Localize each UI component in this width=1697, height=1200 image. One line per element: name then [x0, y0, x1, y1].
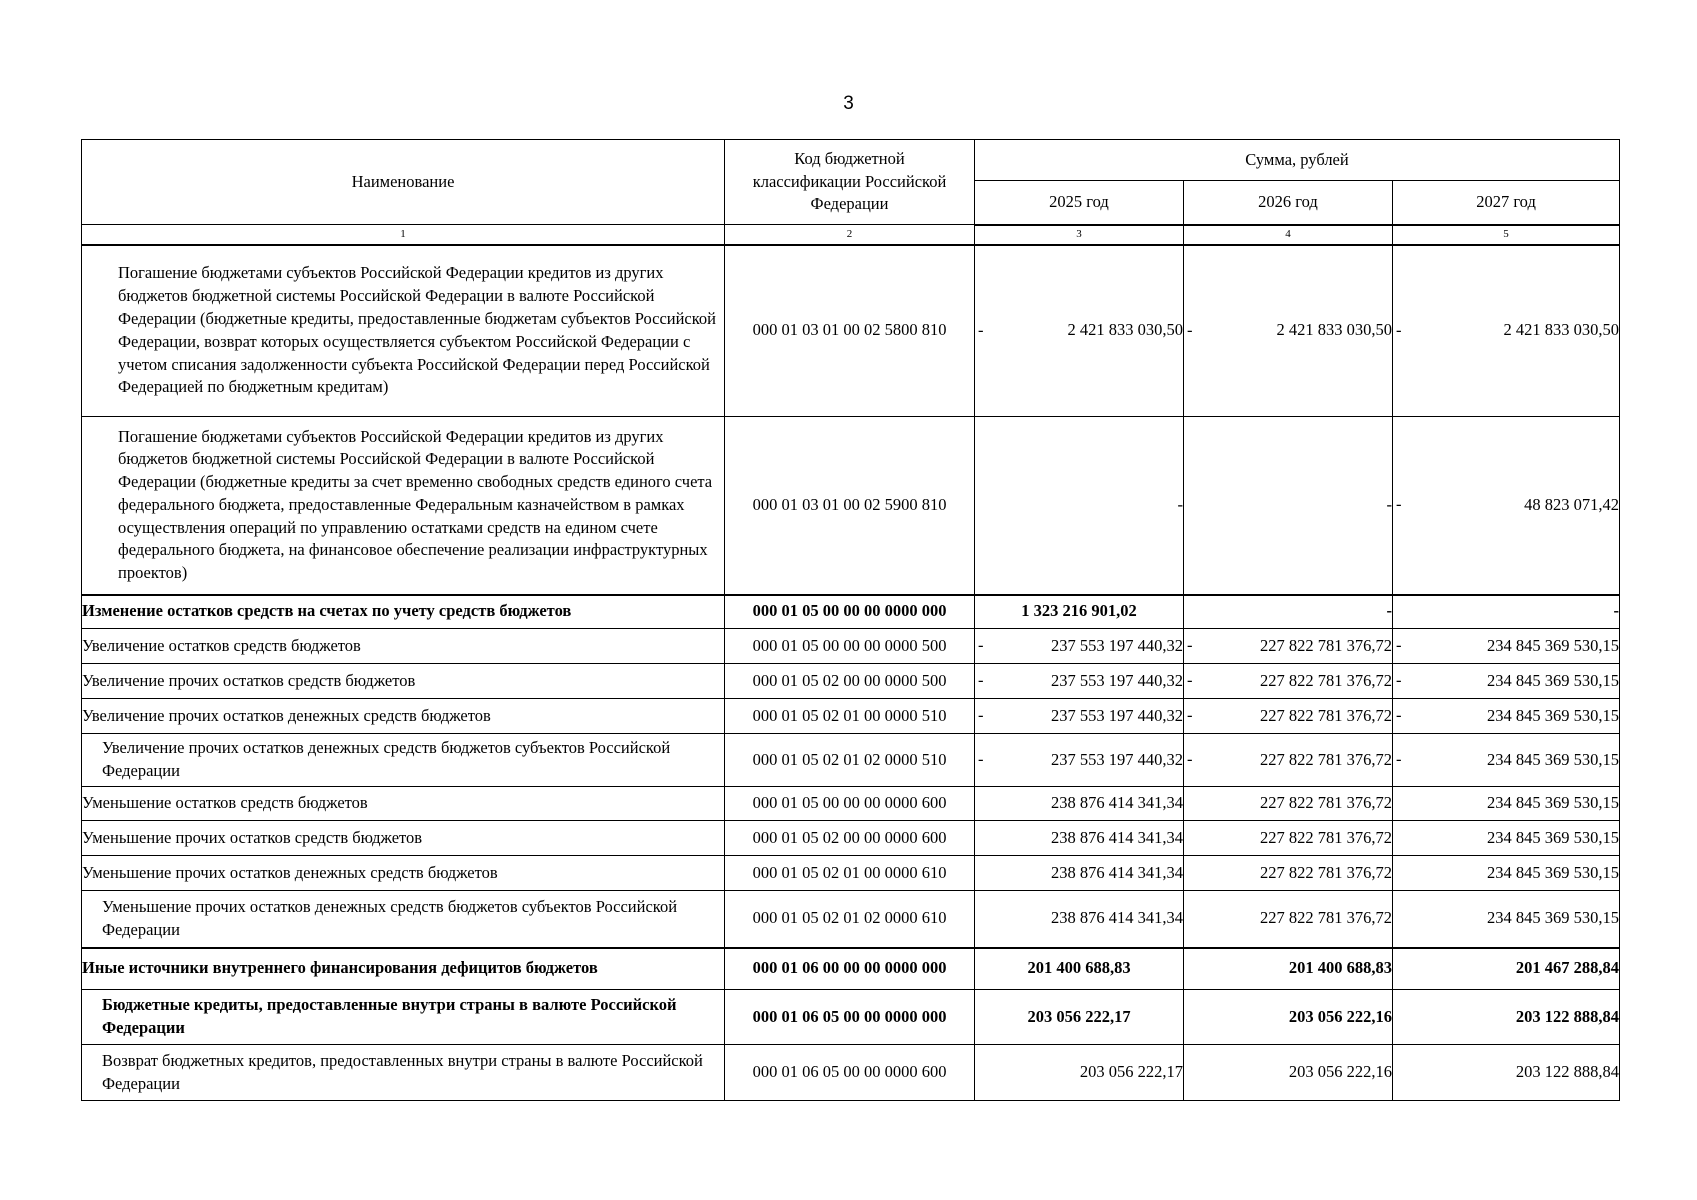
negative-sign: - [1396, 494, 1402, 514]
row-amount-2026 [1184, 856, 1393, 891]
table-row [82, 990, 1620, 1045]
amount-value: 227 822 781 376,72 [1260, 705, 1392, 725]
row-name: Увеличение прочих остатков средств бюджетов [82, 664, 725, 699]
amount-value: - [1386, 494, 1392, 514]
amount-value: 227 822 781 376,72 [1260, 635, 1392, 655]
row-name: Уменьшение прочих остатков средств бюджетов [82, 821, 725, 856]
row-amount-2026 [1184, 787, 1393, 821]
amount-value: - [1386, 601, 1392, 621]
amount-value: 1 323 216 901,02 [1021, 601, 1137, 621]
amount-value: - [1177, 494, 1183, 514]
row-amount-2026 [1184, 245, 1393, 417]
header-year-2027: 2027 год [1393, 181, 1620, 225]
amount-value: 234 845 369 530,15 [1487, 670, 1620, 690]
row-name: Изменение остатков средств на счетах по учету средств бюджетов [82, 595, 725, 629]
table-row [82, 595, 1620, 629]
amount-value: 238 876 414 341,34 [1051, 793, 1183, 813]
amount-value: 237 553 197 440,32 [1051, 670, 1183, 690]
table-row [82, 664, 1620, 699]
table-row [82, 734, 1620, 787]
row-amount-2026 [1184, 891, 1393, 948]
amount-value: 234 845 369 530,15 [1487, 705, 1620, 725]
amount-value: 234 845 369 530,15 [1487, 827, 1620, 847]
amount-value: 238 876 414 341,34 [1051, 827, 1183, 847]
table-row [82, 699, 1620, 734]
row-amount-2027 [1393, 1045, 1620, 1101]
amount-value: 238 876 414 341,34 [1051, 908, 1183, 928]
negative-sign: - [1187, 320, 1193, 340]
row-code: 000 01 05 02 01 02 0000 510 [725, 734, 975, 787]
amount-value: 201 400 688,83 [1288, 958, 1392, 978]
amount-value: 227 822 781 376,72 [1260, 793, 1392, 813]
table-row [82, 856, 1620, 891]
amount-value: 2 421 833 030,50 [1067, 320, 1183, 340]
amount-value: 203 056 222,17 [1079, 1062, 1183, 1082]
row-name: Уменьшение остатков средств бюджетов [82, 787, 725, 821]
row-amount-2025 [975, 734, 1184, 787]
row-amount-2026 [1184, 734, 1393, 787]
amount-value: 203 056 222,16 [1288, 1062, 1392, 1082]
table-row [82, 417, 1620, 595]
negative-sign: - [1187, 705, 1193, 725]
row-amount-2026 [1184, 595, 1393, 629]
row-amount-2027 [1393, 245, 1620, 417]
header-code: Код бюджетной классификации Российской Федерации [725, 140, 975, 225]
row-name: Погашение бюджетами субъектов Российской Федерации кредитов из других бюджетов бюджетной системы Российской Федерации в валюте Российской Федерации (бюджетные кредиты, предоставленные бюджетам субъектов Российской Федерации, возврат которых осуществляется субъектом Российской Федерации с учетом списания задолженности субъекта Российской Федерации перед Российской Федерацией по бюджетным кредитам) [82, 245, 725, 417]
table-row [82, 891, 1620, 948]
row-code: 000 01 05 00 00 00 0000 600 [725, 787, 975, 821]
row-amount-2025 [975, 629, 1184, 664]
row-amount-2025 [975, 990, 1184, 1045]
amount-value: 2 421 833 030,50 [1503, 320, 1620, 340]
row-name: Погашение бюджетами субъектов Российской Федерации кредитов из других бюджетов бюджетной системы Российской Федерации в валюте Российской Федерации (бюджетные кредиты за счет временно свободных средств единого счета федерального бюджета, предоставленные Федеральным казначейством в рамках осуществления операций по управлению остатками средств на едином счете федерального бюджета, на финансовое обеспечение реализации инфраструктурных проектов) [82, 417, 725, 595]
row-name: Возврат бюджетных кредитов, предоставленных внутри страны в валюте Российской Федерации [82, 1045, 725, 1101]
row-amount-2027 [1393, 664, 1620, 699]
row-code: 000 01 03 01 00 02 5900 810 [725, 417, 975, 595]
row-amount-2027 [1393, 595, 1620, 629]
row-amount-2026 [1184, 1045, 1393, 1101]
header-year-2025: 2025 год [975, 181, 1184, 225]
negative-sign: - [1187, 749, 1193, 769]
amount-value: 201 400 688,83 [1027, 958, 1131, 978]
row-amount-2026 [1184, 990, 1393, 1045]
row-amount-2027 [1393, 787, 1620, 821]
row-amount-2026 [1184, 417, 1393, 595]
negative-sign: - [1396, 705, 1402, 725]
header-name: Наименование [82, 140, 725, 225]
row-amount-2025 [975, 699, 1184, 734]
amount-value: 234 845 369 530,15 [1487, 862, 1620, 882]
row-amount-2027 [1393, 699, 1620, 734]
amount-value: 2 421 833 030,50 [1276, 320, 1392, 340]
amount-value: 234 845 369 530,15 [1487, 749, 1620, 769]
amount-value: 234 845 369 530,15 [1487, 635, 1620, 655]
amount-value: 237 553 197 440,32 [1051, 635, 1183, 655]
amount-value: 203 122 888,84 [1515, 1062, 1620, 1082]
header-sum: Сумма, рублей [975, 140, 1620, 181]
amount-value: 234 845 369 530,15 [1487, 793, 1620, 813]
row-name: Уменьшение прочих остатков денежных средств бюджетов субъектов Российской Федерации [82, 891, 725, 948]
column-number-1: 1 [82, 225, 725, 245]
row-amount-2026 [1184, 629, 1393, 664]
row-code: 000 01 05 00 00 00 0000 000 [725, 595, 975, 629]
row-amount-2026 [1184, 699, 1393, 734]
amount-value: 203 056 222,16 [1288, 1006, 1392, 1026]
row-code: 000 01 06 05 00 00 0000 600 [725, 1045, 975, 1101]
table-row [82, 948, 1620, 990]
amount-value: 203 122 888,84 [1515, 1006, 1620, 1026]
row-amount-2025 [975, 891, 1184, 948]
negative-sign: - [978, 705, 984, 725]
row-amount-2025 [975, 664, 1184, 699]
amount-value: 203 056 222,17 [1027, 1006, 1131, 1026]
negative-sign: - [1187, 670, 1193, 690]
row-amount-2027 [1393, 821, 1620, 856]
table-body [82, 245, 1620, 1101]
row-code: 000 01 05 00 00 00 0000 500 [725, 629, 975, 664]
negative-sign: - [1396, 670, 1402, 690]
negative-sign: - [978, 320, 984, 340]
row-amount-2026 [1184, 948, 1393, 990]
amount-value: 227 822 781 376,72 [1260, 827, 1392, 847]
negative-sign: - [978, 749, 984, 769]
row-amount-2025 [975, 245, 1184, 417]
row-name: Увеличение прочих остатков денежных средств бюджетов субъектов Российской Федерации [82, 734, 725, 787]
row-amount-2025 [975, 595, 1184, 629]
amount-value: 227 822 781 376,72 [1260, 749, 1392, 769]
row-amount-2027 [1393, 990, 1620, 1045]
row-amount-2025 [975, 1045, 1184, 1101]
negative-sign: - [978, 670, 984, 690]
row-amount-2027 [1393, 856, 1620, 891]
column-number-2: 2 [725, 225, 975, 245]
row-amount-2027 [1393, 417, 1620, 595]
row-amount-2026 [1184, 664, 1393, 699]
column-number-5: 5 [1393, 225, 1620, 245]
amount-value: 238 876 414 341,34 [1051, 862, 1183, 882]
amount-value: 227 822 781 376,72 [1260, 670, 1392, 690]
amount-value: 201 467 288,84 [1515, 958, 1620, 978]
amount-value: 227 822 781 376,72 [1260, 862, 1392, 882]
row-code: 000 01 05 02 01 02 0000 610 [725, 891, 975, 948]
negative-sign: - [1187, 635, 1193, 655]
header-year-2026: 2026 год [1184, 181, 1393, 225]
row-amount-2026 [1184, 821, 1393, 856]
amount-value: - [1613, 601, 1620, 621]
amount-value: 227 822 781 376,72 [1260, 908, 1392, 928]
negative-sign: - [1396, 749, 1402, 769]
row-amount-2027 [1393, 629, 1620, 664]
row-code: 000 01 05 02 00 00 0000 500 [725, 664, 975, 699]
row-code: 000 01 05 02 00 00 0000 600 [725, 821, 975, 856]
row-amount-2025 [975, 787, 1184, 821]
amount-value: 237 553 197 440,32 [1051, 749, 1183, 769]
negative-sign: - [1396, 320, 1402, 340]
budget-sources-table [81, 139, 1620, 1101]
row-amount-2025 [975, 856, 1184, 891]
row-amount-2027 [1393, 891, 1620, 948]
row-name: Бюджетные кредиты, предоставленные внутри страны в валюте Российской Федерации [82, 990, 725, 1045]
row-name: Увеличение остатков средств бюджетов [82, 629, 725, 664]
amount-value: 237 553 197 440,32 [1051, 705, 1183, 725]
row-amount-2025 [975, 948, 1184, 990]
row-name: Иные источники внутреннего финансирования дефицитов бюджетов [82, 948, 725, 990]
row-code: 000 01 05 02 01 00 0000 510 [725, 699, 975, 734]
row-amount-2025 [975, 417, 1184, 595]
row-name: Увеличение прочих остатков денежных средств бюджетов [82, 699, 725, 734]
row-amount-2027 [1393, 734, 1620, 787]
row-name: Уменьшение прочих остатков денежных средств бюджетов [82, 856, 725, 891]
column-number-4: 4 [1184, 225, 1393, 245]
negative-sign: - [1396, 635, 1402, 655]
row-amount-2025 [975, 821, 1184, 856]
table-row [82, 245, 1620, 417]
table-row [82, 787, 1620, 821]
amount-value: 48 823 071,42 [1524, 494, 1620, 514]
column-number-3: 3 [975, 225, 1184, 245]
row-code: 000 01 05 02 01 00 0000 610 [725, 856, 975, 891]
table-row [82, 1045, 1620, 1101]
table-row [82, 821, 1620, 856]
row-code: 000 01 06 00 00 00 0000 000 [725, 948, 975, 990]
negative-sign: - [978, 635, 984, 655]
page-number: 3 [843, 93, 854, 114]
row-code: 000 01 03 01 00 02 5800 810 [725, 245, 975, 417]
row-code: 000 01 06 05 00 00 0000 000 [725, 990, 975, 1045]
table-row [82, 629, 1620, 664]
amount-value: 234 845 369 530,15 [1487, 908, 1620, 928]
row-amount-2027 [1393, 948, 1620, 990]
